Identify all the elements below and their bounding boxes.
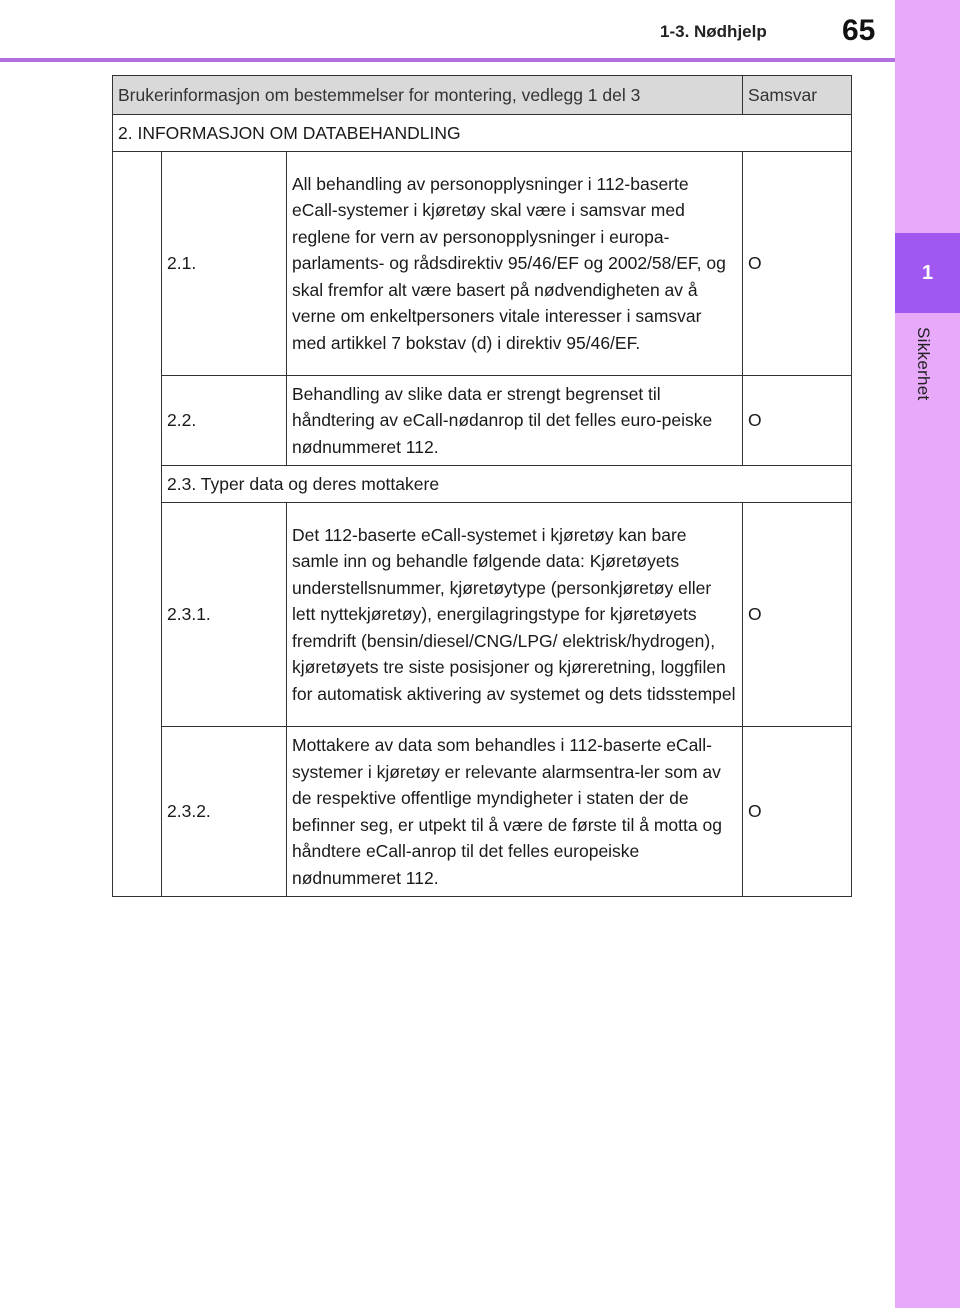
row-compliance: O [743,152,852,376]
row-compliance: O [743,727,852,897]
chapter-number: 1 [921,261,934,284]
row-compliance: O [743,376,852,466]
page-number: 65 [842,14,876,47]
table-row [113,503,852,727]
section-row [113,115,852,152]
header-info-cell: Brukerinformasjon om bestemmelser for montering, vedlegg 1 del 3 [113,76,743,115]
requirements-table [112,75,852,897]
row-text: All behandling av personopplysninger i 112-baserte eCall-systemer i kjøretøy skal være i samsvar med reglene for vern av personopplysninger i europa-parlaments- og rådsdirektiv 95/46/EF og 2002/58/EF, og skal fremfor alt være basert på nødvendigheten av å verne om enkeltpersoners vitale interesser i samsvar med artikkel 7 bokstav (d) i direktiv 95/46/EF. [287,152,743,376]
indent-cell [113,152,162,897]
row-number: 2.1. [162,152,287,376]
row-number: 2.3.2. [162,727,287,897]
chapter-title: Sikkerhet [914,327,933,401]
row-text: Behandling av slike data er strengt begrenset til håndtering av eCall-nødanrop til det felles euro-peiske nødnummeret 112. [287,376,743,466]
table-row [113,376,852,466]
chapter-tab[interactable] [895,233,960,313]
row-text: Det 112-baserte eCall-systemet i kjøretøy kan bare samle inn og behandle følgende data: Kjøretøyets understellsnummer, kjøretøytype (personkjøretøy eller lett nyttekjøretøy), energilagringstype for kjøretøyets fremdrift (bensin/diesel/CNG/LPG/ elektrisk/hydrogen), kjøretøyets tre siste posisjoner og kjøreretning, loggfilen for automatisk aktivering av systemet og dets tidsstempel [287,503,743,727]
section-title: 1-3. Nødhjelp [660,22,767,41]
row-number: 2.3.1. [162,503,287,727]
table-row [113,152,852,376]
row-text: Mottakere av data som behandles i 112-baserte eCall-systemer i kjøretøy er relevante alarmsentra-ler som av de respektive offentlige myndigheter i staten der de befinner seg, er utpekt til å være de første til å motta og håndtere eCall-anrop til det felles europeiske nødnummeret 112. [287,727,743,897]
header-compliance-cell: Samsvar [743,76,852,115]
sub-section-row [113,466,852,503]
header-divider [0,58,895,62]
row-compliance: O [743,503,852,727]
chapter-side-strip [895,0,960,1308]
row-number: 2.2. [162,376,287,466]
table-header-row [113,76,852,115]
table-row [113,727,852,897]
section-title-cell: 2. INFORMASJON OM DATABEHANDLING [113,115,852,152]
sub-section-title-cell: 2.3. Typer data og deres mottakere [162,466,852,503]
